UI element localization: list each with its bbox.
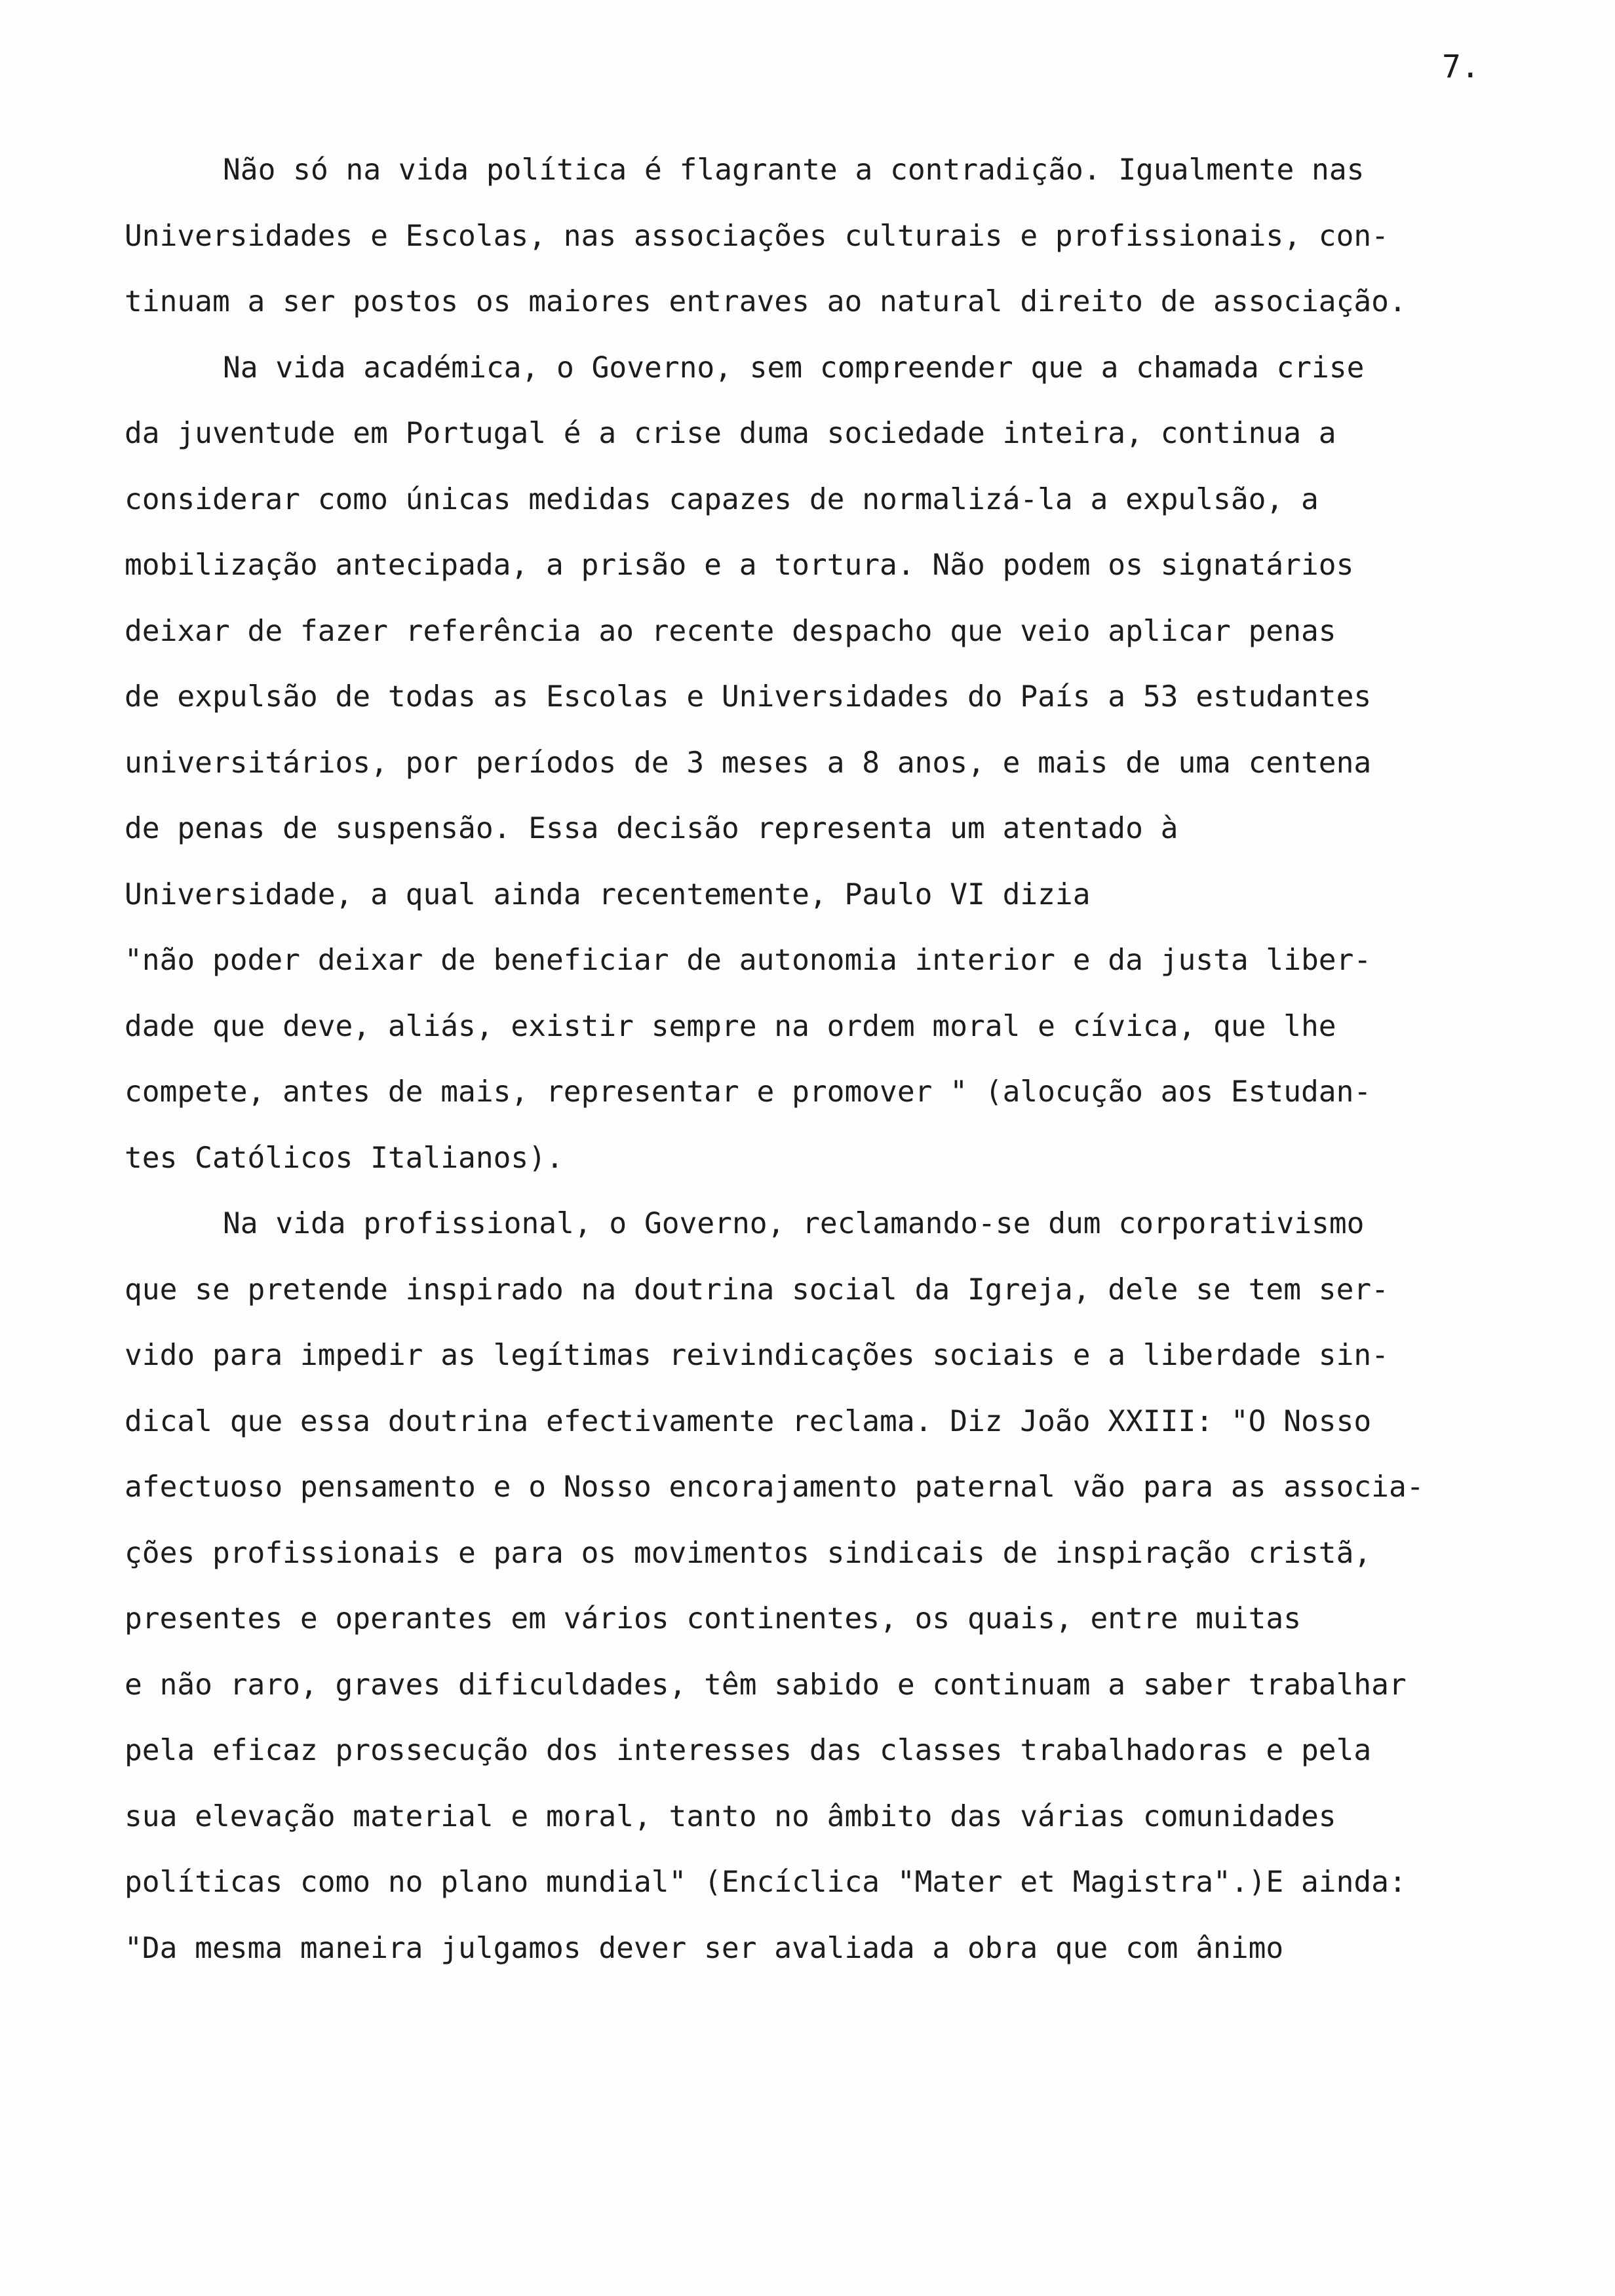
- text-line: ções profissionais e para os movimentos sindicais de inspiração cristã,: [125, 1536, 1372, 1570]
- text-line: considerar como únicas medidas capazes de normalizá-la a expulsão, a: [125, 482, 1319, 516]
- text-line: universitários, por períodos de 3 meses a 8 anos, e mais de uma centena: [125, 746, 1372, 780]
- text-line: da juventude em Portugal é a crise duma sociedade inteira, continua a: [125, 417, 1336, 450]
- text-line: que se pretende inspirado na doutrina social da Igreja, dele se tem ser-: [125, 1272, 1389, 1307]
- text-line: pela eficaz prossecução dos interesses das classes trabalhadoras e pela: [125, 1734, 1372, 1767]
- text-line: políticas como no plano mundial" (Encíclica "Mater et Magistra".)E ainda:: [125, 1866, 1407, 1899]
- text-line: deixar de fazer referência ao recente despacho que veio aplicar penas: [125, 614, 1336, 648]
- text-line: sua elevação material e moral, tanto no âmbito das várias comunidades: [125, 1799, 1336, 1833]
- text-line: Universidades e Escolas, nas associações culturais e profissionais, con-: [125, 219, 1389, 253]
- text-line: afectuoso pensamento e o Nosso encorajamento paternal vão para as associa-: [125, 1470, 1424, 1504]
- text-line: e não raro, graves dificuldades, têm sabido e continuam a saber trabalhar: [125, 1668, 1407, 1702]
- text-line: dical que essa doutrina efectivamente reclama. Diz João XXIII: "O Nosso: [125, 1404, 1372, 1438]
- text-line: Universidade, a qual ainda recentemente, Paulo VI dizia: [125, 877, 1091, 911]
- text-line: Não só na vida política é flagrante a contradição. Igualmente nas: [223, 153, 1365, 187]
- body-text: [125, 138, 1566, 1981]
- text-line: tes Católicos Italianos).: [125, 1141, 564, 1175]
- text-line: "Da mesma maneira julgamos dever ser avaliada a obra que com ânimo: [125, 1931, 1284, 1965]
- text-line: Na vida académica, o Governo, sem compreender que a chamada crise: [223, 351, 1365, 385]
- text-line: mobilização antecipada, a prisão e a tortura. Não podem os signatários: [125, 548, 1354, 582]
- page-number: 7.: [1442, 48, 1480, 85]
- text-line: tinuam a ser postos os maiores entraves ao natural direito de associação.: [125, 285, 1407, 318]
- text-line: "não poder deixar de beneficiar de autonomia interior e da justa liber-: [125, 944, 1372, 977]
- text-line: presentes e operantes em vários continentes, os quais, entre muitas: [125, 1602, 1302, 1636]
- text-line: vido para impedir as legítimas reivindicações sociais e a liberdade sin-: [125, 1339, 1389, 1372]
- text-line: compete, antes de mais, representar e promover " (alocução aos Estudan-: [125, 1075, 1372, 1109]
- text-line: Na vida profissional, o Governo, reclamando-se dum corporativismo: [223, 1207, 1365, 1240]
- text-line: de expulsão de todas as Escolas e Universidades do País a 53 estudantes: [125, 680, 1372, 714]
- text-line: dade que deve, aliás, existir sempre na ordem moral e cívica, que lhe: [125, 1009, 1336, 1043]
- text-line: de penas de suspensão. Essa decisão representa um atentado à: [125, 812, 1178, 845]
